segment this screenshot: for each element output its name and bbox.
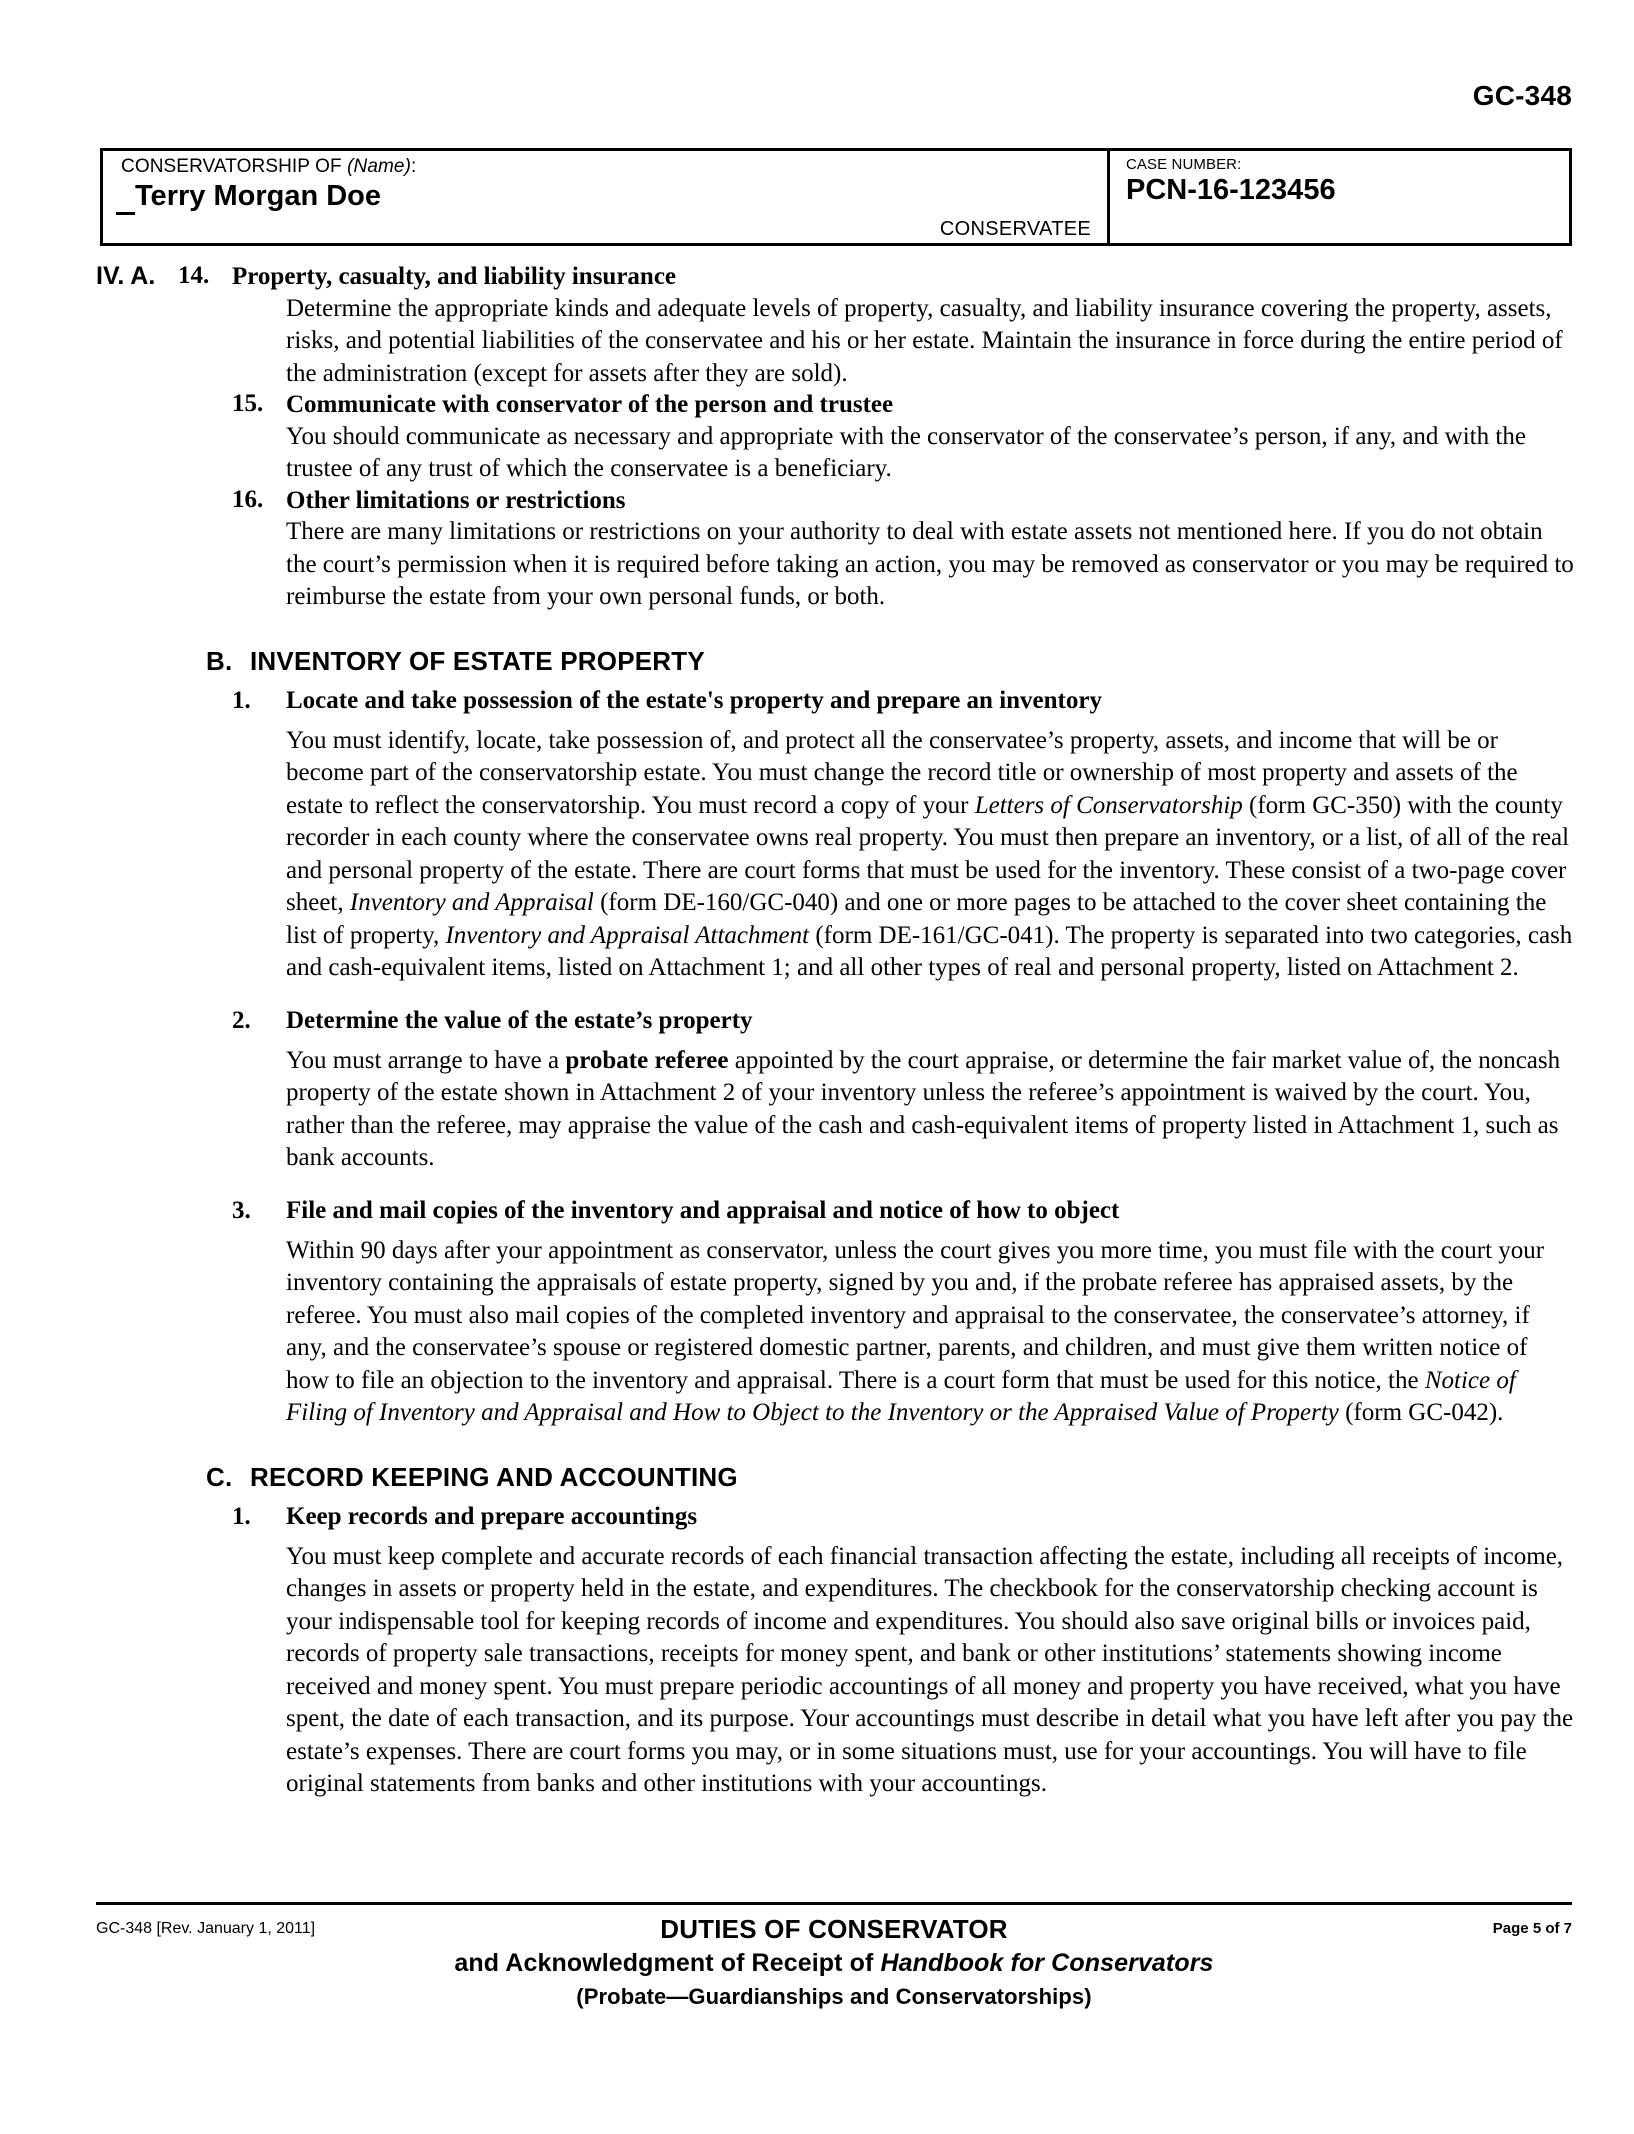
case-number-field <box>1110 151 1569 243</box>
footer-title-line-2 <box>96 1949 1572 1978</box>
item-body <box>286 1235 1574 1430</box>
footer-title-italic: Handbook for Conservators <box>880 1949 1214 1977</box>
item-title: Locate and take possession of the estate's property and prepare an inventory <box>286 686 1102 714</box>
conservatee-name-value[interactable]: Terry Morgan Doe <box>135 180 382 212</box>
footer-revision-info: GC-348 [Rev. January 1, 2011] <box>96 1920 316 1937</box>
item-body: Determine the appropriate kinds and adequate levels of property, casualty, and liability insurance covering the property, assets, risks, and potential liabilities of the conservatee and his or her estate. Maintain the insurance in force during the entire period of the administration (except for assets after they are sold). <box>286 294 1563 387</box>
footer-title-block <box>96 1914 1572 2010</box>
item-body <box>286 725 1574 985</box>
form-title-italic: Inventory and Appraisal <box>349 889 594 916</box>
section-heading-c <box>96 1462 1574 1493</box>
conservatee-tag: CONSERVATEE <box>939 218 1091 240</box>
list-item <box>232 1007 1574 1035</box>
list-item <box>232 486 1574 517</box>
case-number-label: CASE NUMBER: <box>1126 156 1242 173</box>
body-text-run: Within 90 days after your appointment as conservator, unless the court gives you more time, you must file with the court your inventory containing the appraisals of estate property, signed by you and, if the probate referee has appraised assets, by the referee. You must also mail copies of the completed inventory and appraisal to the conservatee, the conservatee’s attorney, if any, and the conservatee’s spouse or registered domestic partner, parents, and children, and must give them written notice of how to file an objection to the inventory and appraisal. There is a court form that must be used for this notice, the <box>286 1236 1545 1394</box>
body-text-run: (form DE-160/GC-040) and one or more pages to be attached to the cover sheet containing the list of property, <box>286 889 1547 949</box>
caption-box <box>100 148 1572 246</box>
conservatorship-label <box>121 156 1107 178</box>
conservatorship-label-prefix: CONSERVATORSHIP OF <box>121 156 348 177</box>
section-heading-text: RECORD KEEPING AND ACCOUNTING <box>250 1461 738 1492</box>
item-title: Determine the value of the estate’s property <box>286 1006 753 1034</box>
item-number: 1. <box>232 686 251 714</box>
item-number: 1. <box>232 1502 251 1530</box>
footer-title-prefix: and Acknowledgment of Receipt of <box>454 1949 881 1977</box>
item-body: There are many limitations or restrictions on your authority to deal with estate assets not mentioned here. If you do not obtain the court’s permission when it is required before taking an action, you may be removed as conservator or you may be required to reimburse the estate from your own personal funds, or both. <box>286 518 1574 610</box>
item-number: 15. <box>232 390 264 417</box>
list-item <box>232 390 1574 421</box>
item-number: 16. <box>232 485 264 513</box>
name-line-tick <box>116 212 135 215</box>
item-body: You must keep complete and accurate records of each financial transaction affecting the estate, including all receipts of income, changes in assets or property held in the estate, and expenditures. The checkbook for the conservatorship checking account is your indispensable tool for keeping records of income and expenditures. You should also save original bills or invoices paid, records of property sale transactions, receipts for money spent, and bank or other institutions’ statements showing income received and money spent. You must prepare periodic accountings of all money and property you have received, what you have spent, the date of each transaction, and its purpose. Your accountings must describe in detail what you have left after you pay the estate’s expenses. There are court forms you may, or in some situations must, use for your accountings. You will have to file original statements from banks and other institutions with your accountings. <box>286 1542 1574 1797</box>
section-lead-iv-a: IV. A. <box>96 262 156 290</box>
section-heading-b <box>96 646 1574 677</box>
footer-page-indicator: Page 5 of 7 <box>1492 1920 1572 1937</box>
item-title: Communicate with conservator of the person and trustee <box>286 391 894 418</box>
body-text-run: (form DE-161/GC-041). The property is separated into two categories, cash and cash-equivalent items, listed on Attachment 1; and all other types of real and personal property, listed on Attachment 2. <box>286 921 1573 981</box>
conservatorship-field <box>103 151 1110 243</box>
form-title-italic: Letters of Conservatorship <box>974 791 1243 819</box>
section-letter: B. <box>206 645 233 676</box>
body-text-run: (form GC-350) with the county recorder in each county where the conservatee owns real property. You must then prepare an inventory, or a list, of all of the real and personal property of the estate. There are court forms that must be used for the inventory. These consist of a two-page cover sheet, <box>286 791 1570 916</box>
body-text-run: You must arrange to have a <box>286 1046 566 1074</box>
footer-title-line-3: (Probate—Guardianships and Conservatorships) <box>576 1984 1092 2009</box>
form-title-italic: Inventory and Appraisal Attachment <box>445 921 810 949</box>
list-item <box>96 262 1574 293</box>
item-number: 3. <box>232 1196 251 1224</box>
body-text-bold: probate referee <box>565 1046 729 1074</box>
body-text-run: (form GC-042). <box>1338 1399 1504 1426</box>
footer-title-line-1: DUTIES OF CONSERVATOR <box>660 1914 1008 1944</box>
item-number: 2. <box>232 1006 251 1034</box>
body-text-run: appointed by the court appraise, or determine the fair market value of, the noncash property of the estate shown in Attachment 2 of your inventory unless the referee’s appointment is waived by the court. You, rather than the referee, may appraise the value of the cash and cash-equivalent items of property listed in Attachment 1, such as bank accounts. <box>286 1046 1561 1171</box>
item-body <box>286 1045 1574 1175</box>
form-title-italic: Notice of Filing of Inventory and Appraisal and How to Object to the Inventory or the Appraised Value of Property <box>286 1366 1516 1426</box>
case-number-value[interactable]: PCN-16-123456 <box>1126 174 1336 206</box>
section-letter: C. <box>206 1461 233 1492</box>
conservatorship-label-italic: (Name) <box>347 156 412 177</box>
list-item <box>232 1197 1574 1225</box>
list-item <box>232 687 1574 715</box>
item-title: File and mail copies of the inventory and appraisal and notice of how to object <box>286 1196 1120 1224</box>
page-footer <box>96 1912 1572 2032</box>
item-title: Keep records and prepare accountings <box>286 1502 698 1530</box>
document-body <box>96 262 1574 1801</box>
item-number: 14. <box>178 262 210 289</box>
conservatorship-label-suffix: : <box>411 156 417 177</box>
section-heading-text: INVENTORY OF ESTATE PROPERTY <box>250 645 705 676</box>
body-text-run: You must identify, locate, take possession of, and protect all the conservatee’s property, assets, and income that will be or become part of the conservatorship estate. You must change the record title or ownership of most property and assets of the estate to reflect the conservatorship. You must record a copy of your <box>286 726 1518 819</box>
footer-divider <box>96 1902 1572 1905</box>
item-title: Property, casualty, and liability insurance <box>232 263 677 290</box>
item-body: You should communicate as necessary and appropriate with the conservator of the conservatee’s person, if any, and with the trustee of any trust of which the conservatee is a beneficiary. <box>286 422 1526 482</box>
list-item <box>232 1503 1574 1531</box>
form-number: GC-348 <box>1472 80 1572 111</box>
item-title: Other limitations or restrictions <box>286 486 626 514</box>
